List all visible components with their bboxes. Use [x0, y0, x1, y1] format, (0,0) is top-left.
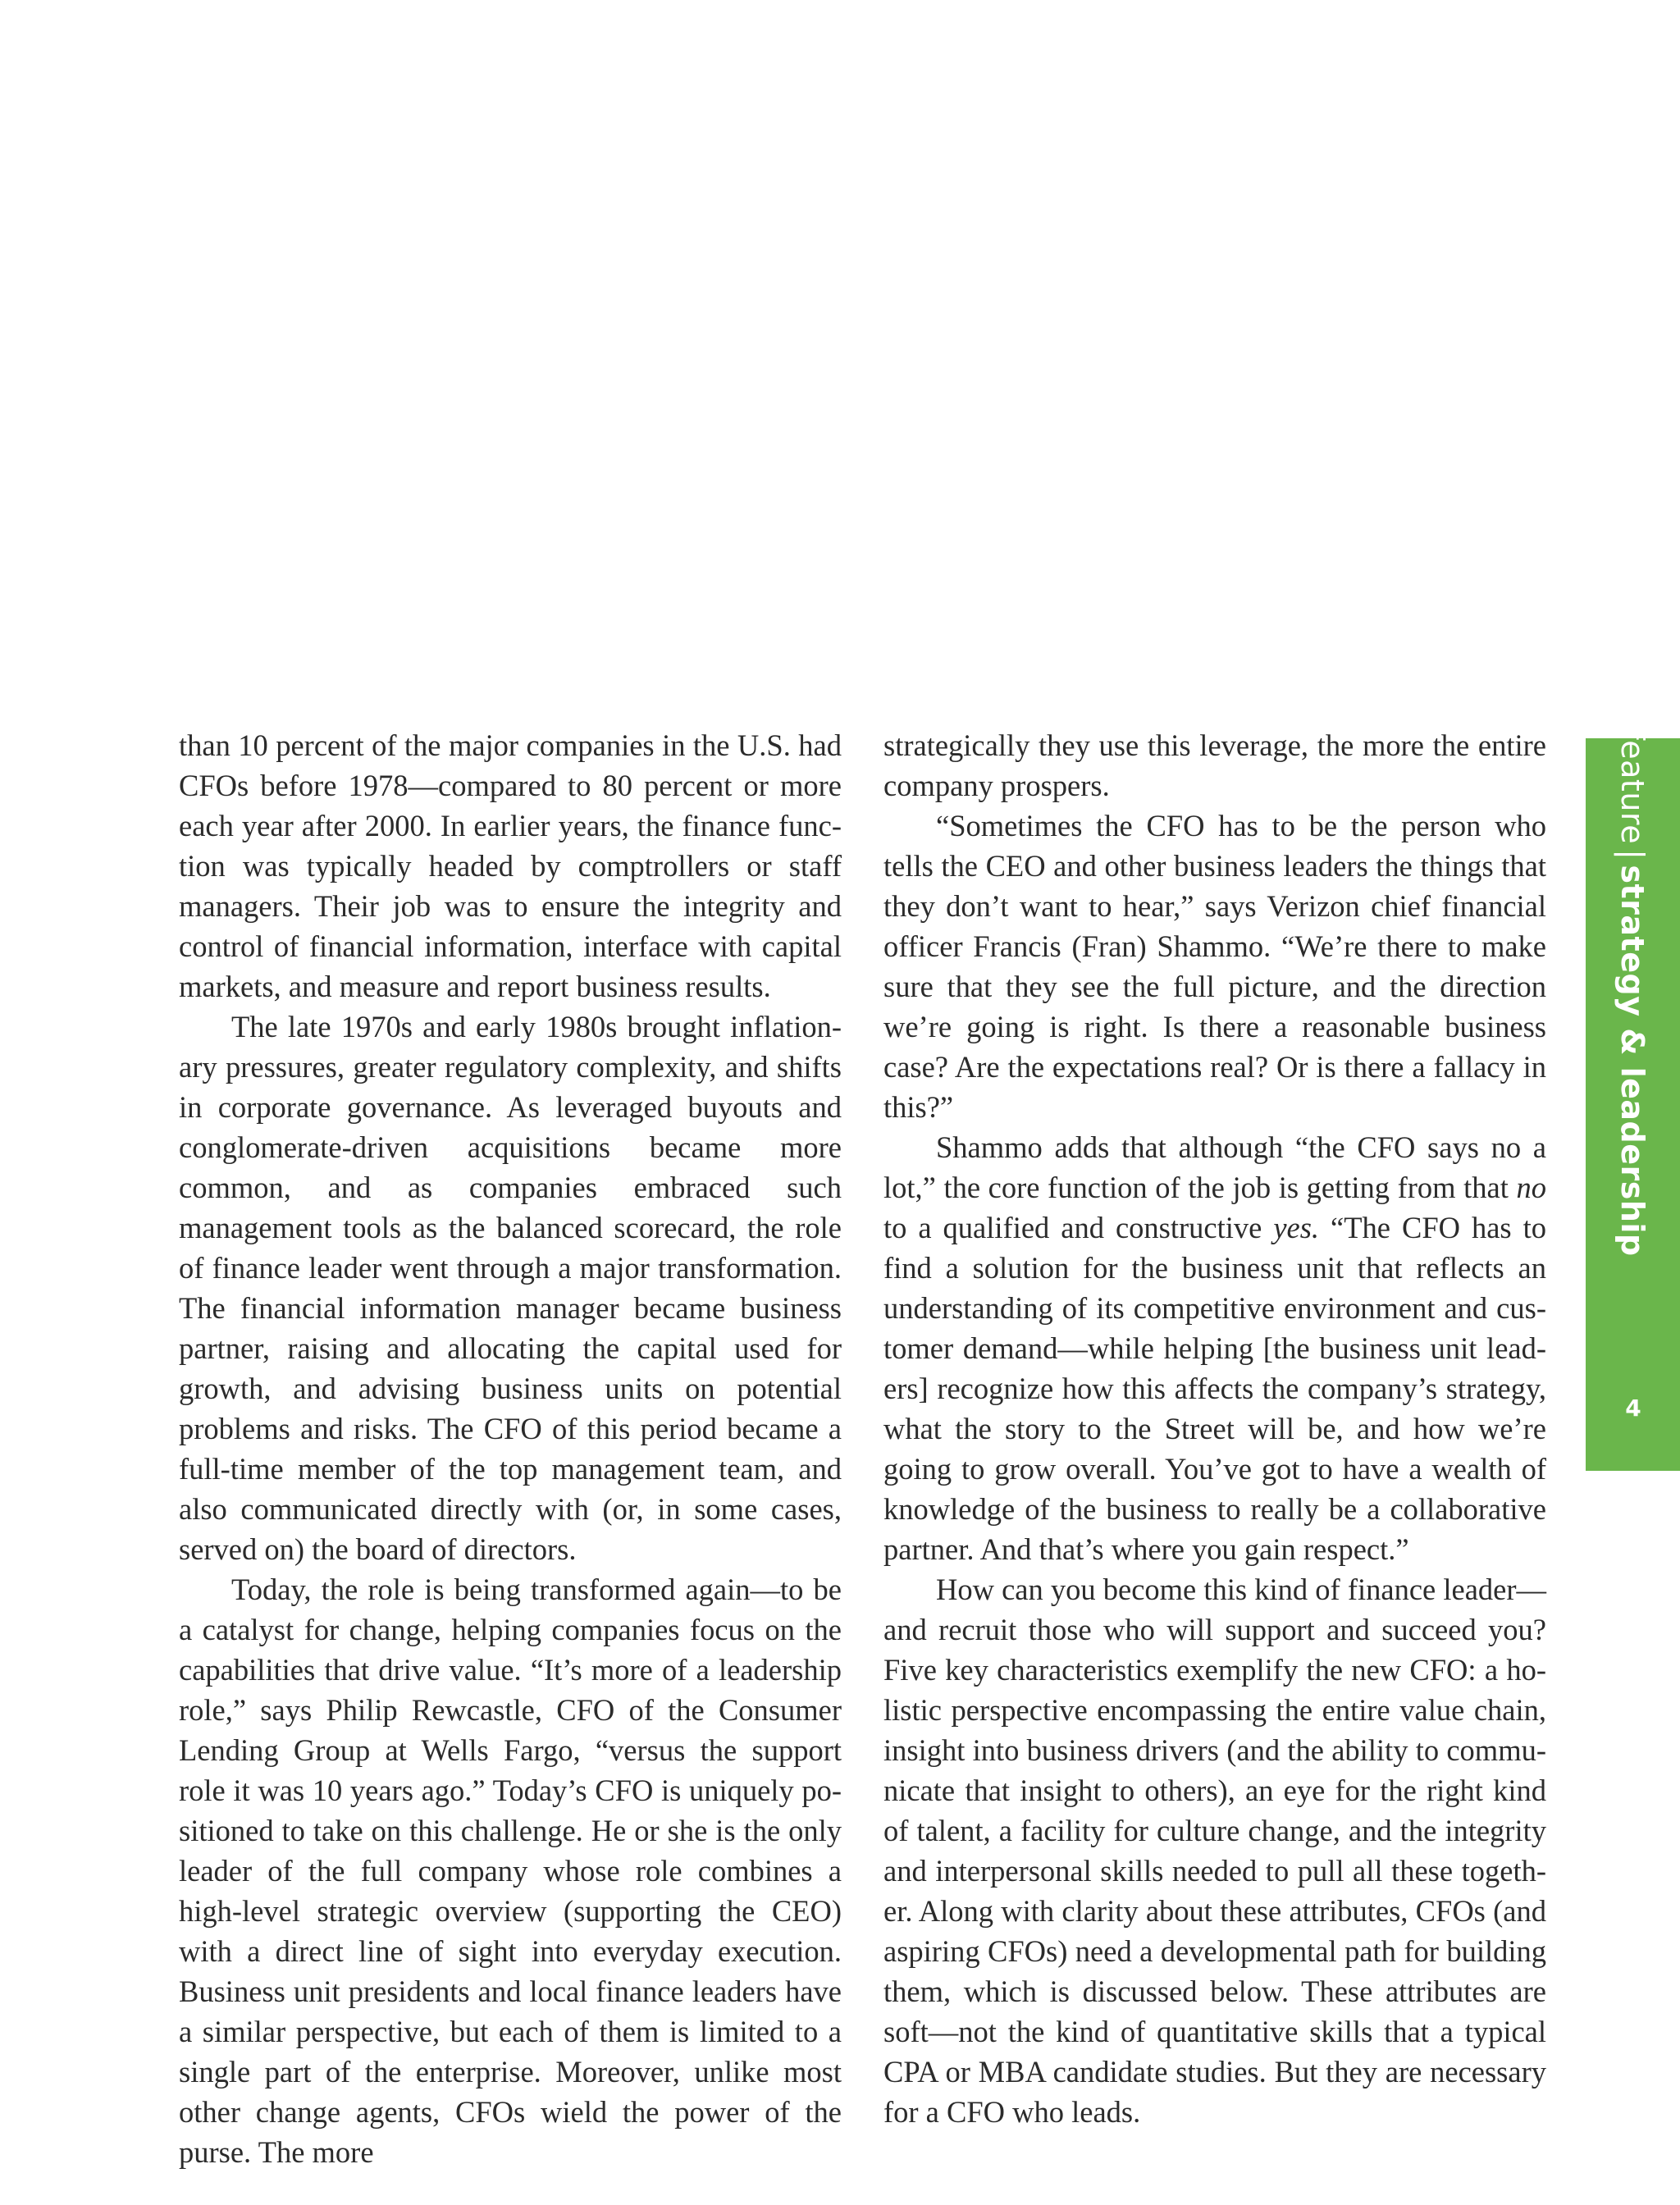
- left-paragraph-2: The late 1970s and early 1980s brought inflationary pressures, greater regulatory complexity, and shifts in corporate governance. As leveraged buyouts and conglomerate-driven acquisitions became more common, and as companies embraced such management tools as the balanced scorecard, the role of finance leader went through a major transformation. The financial information manager became business partner, raising and allocating the capital used for growth, and advising business units on potential problems and risks. The CFO of this period became a full-time member of the top management team, and also communicated directly with (or, in some cases, served on) the board of directors.: [179, 1010, 842, 1566]
- section-topic: strategy & leadership: [1614, 865, 1650, 1257]
- right-paragraph-1: strategically they use this leverage, the more the entire company prospers.: [883, 728, 1546, 802]
- left-column: [179, 725, 842, 2172]
- left-paragraph-3: Today, the role is being transformed again—to be a catalyst for change, helping companies focus on the capabilities that drive value. “It’s more of a leadership role,” says Philip Rewcastle, CFO of the Consumer Lending Group at Wells Fargo, “versus the support role it was 10 years ago.” Today’s CFO is uniquely positioned to take on this challenge. He or she is the only leader of the full company whose role combines a high-level strategic overview (supporting the CEO) with a direct line of sight into everyday execution. Business unit presidents and local finance leaders have a similar perspective, but each of them is limited to a single part of the enterprise. Moreover, unlike most other change agents, CFOs wield the power of the purse. The more: [179, 1573, 842, 2169]
- left-paragraph-1: than 10 percent of the major companies in the U.S. had CFOs before 1978—compared to 80 percent or more each year after 2000. In earlier years, the finance function was typically headed by comptrollers or staff managers. Their job was to ensure the integrity and control of financial information, interface with capital markets, and measure and report business results.: [179, 728, 842, 1003]
- right-paragraph-2: “Sometimes the CFO has to be the person who tells the CEO and other business leaders the things that they don’t want to hear,” says Verizon chief financial officer Francis (Fran) Shammo. “We’re there to make sure that they see the full picture, and the direction we’re going is right. Is there a reasonable business case? Are the expectations real? Or is there a fallacy in this?”: [883, 809, 1546, 1124]
- right-paragraph-3-part-b: to a qualified and constructive: [883, 1211, 1262, 1244]
- right-column: [883, 725, 1546, 2132]
- section-name: feature: [1614, 728, 1650, 845]
- right-paragraph-3-part-c: “The CFO has to find a solution for the business unit that reflects an understanding of its competitive environment and customer demand—while helping [the business unit leaders] recognize how this affects the company’s strategy, what the story to the Street will be, and how we’re going to grow overall. You’ve got to have a wealth of knowledge of the business to really be a collaborative partner. And that’s where you gain respect.”: [883, 1211, 1546, 1566]
- section-label: [1614, 728, 1650, 1256]
- right-paragraph-3-part-a: Shammo adds that although “the CFO says no a lot,” the core function of the job is getting from that: [883, 1130, 1546, 1204]
- emphasis-no: no: [1516, 1171, 1547, 1204]
- page-number: 4: [1625, 1395, 1641, 1422]
- right-paragraph-3: [883, 1127, 1546, 1569]
- section-separator: |: [1614, 849, 1650, 861]
- emphasis-yes: yes.: [1273, 1211, 1320, 1244]
- right-paragraph-4: How can you become this kind of finance leader—and recruit those who will support and succeed you? Five key characteristics exemplify the new CFO: a holistic perspective encompassing the entire value chain, insight into business drivers (and the ability to communicate that insight to others), an eye for the right kind of talent, a facility for culture change, and the integrity and interpersonal skills needed to pull all these together. Along with clarity about these attributes, CFOs (and aspiring CFOs) need a developmental path for building them, which is discussed below. These attributes are soft—not the kind of quantitative skills that a typical CPA or MBA candidate studies. But they are necessary for a CFO who leads.: [883, 1573, 1546, 2129]
